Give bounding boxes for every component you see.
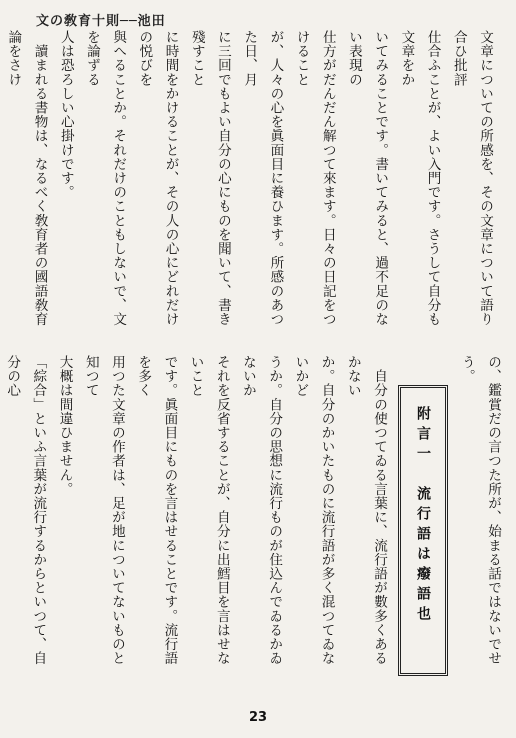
page-number: 23 [248, 710, 268, 725]
upper-body-text [5, 30, 498, 335]
text-line: の、鑑賞だの言つた所が、始まる話ではないでせう。 [458, 355, 501, 666]
text-line: が、人々の心を眞面目に養ひます。所感のあつた日、月 [241, 30, 284, 327]
text-line: 人は恐ろしい心掛けです。 [57, 30, 74, 200]
text-line: 用つた文章の作者は、足が地についてないものと知つて [82, 355, 125, 666]
text-line: か。自分のかいたものに流行語が多く混つてゐないかど [292, 355, 335, 666]
tail-text [454, 355, 506, 675]
text-line: に三回でもよい自分の心にものを聞いて、書き殘すこと [188, 30, 231, 327]
text-line: それを反省することが、自分に出鱈目を言はせないこと [187, 355, 230, 666]
text-line: 文章についての所感を、その文章について語り合ひ批評 [450, 30, 493, 327]
text-line: です。眞面目にものを言はせることです。流行語を多く [135, 355, 178, 666]
text-line: いてみることです。書いてみると、過不足のない表現の [345, 30, 389, 327]
section-heading: 附言一 流行語は癈語也 [415, 406, 431, 626]
text-line: 讀まれる書物は、なるべく敎育者の國語敎育論をさけ [5, 30, 48, 327]
text-line: 「綜合」といふ言葉が流行するからといつて、自分の心 [4, 355, 47, 666]
text-line: 仕方がだんだん解つて來ます。日々の日記をつけること [293, 30, 336, 327]
text-line: 仕合ふことが、よい入門です。さうして自分も文章をか [398, 30, 441, 327]
running-header: 文の敎育十則──池田 [36, 14, 166, 29]
text-line: うか。自分の思想に流行ものが住込んでゐるかゐないか [239, 355, 283, 666]
text-line: に時間をかけることが、その人の心にどれだけの悦びを [136, 30, 179, 327]
lower-body-text [4, 355, 392, 675]
text-line: 自分の使つてゐる言葉に、流行語が數多くあるかない [344, 355, 387, 666]
text-line: 與へることか。それだけのこともしないで、文を論ずる [83, 30, 127, 327]
text-line: 大概は間違ひません。 [56, 355, 73, 496]
section-heading-box [398, 385, 448, 676]
